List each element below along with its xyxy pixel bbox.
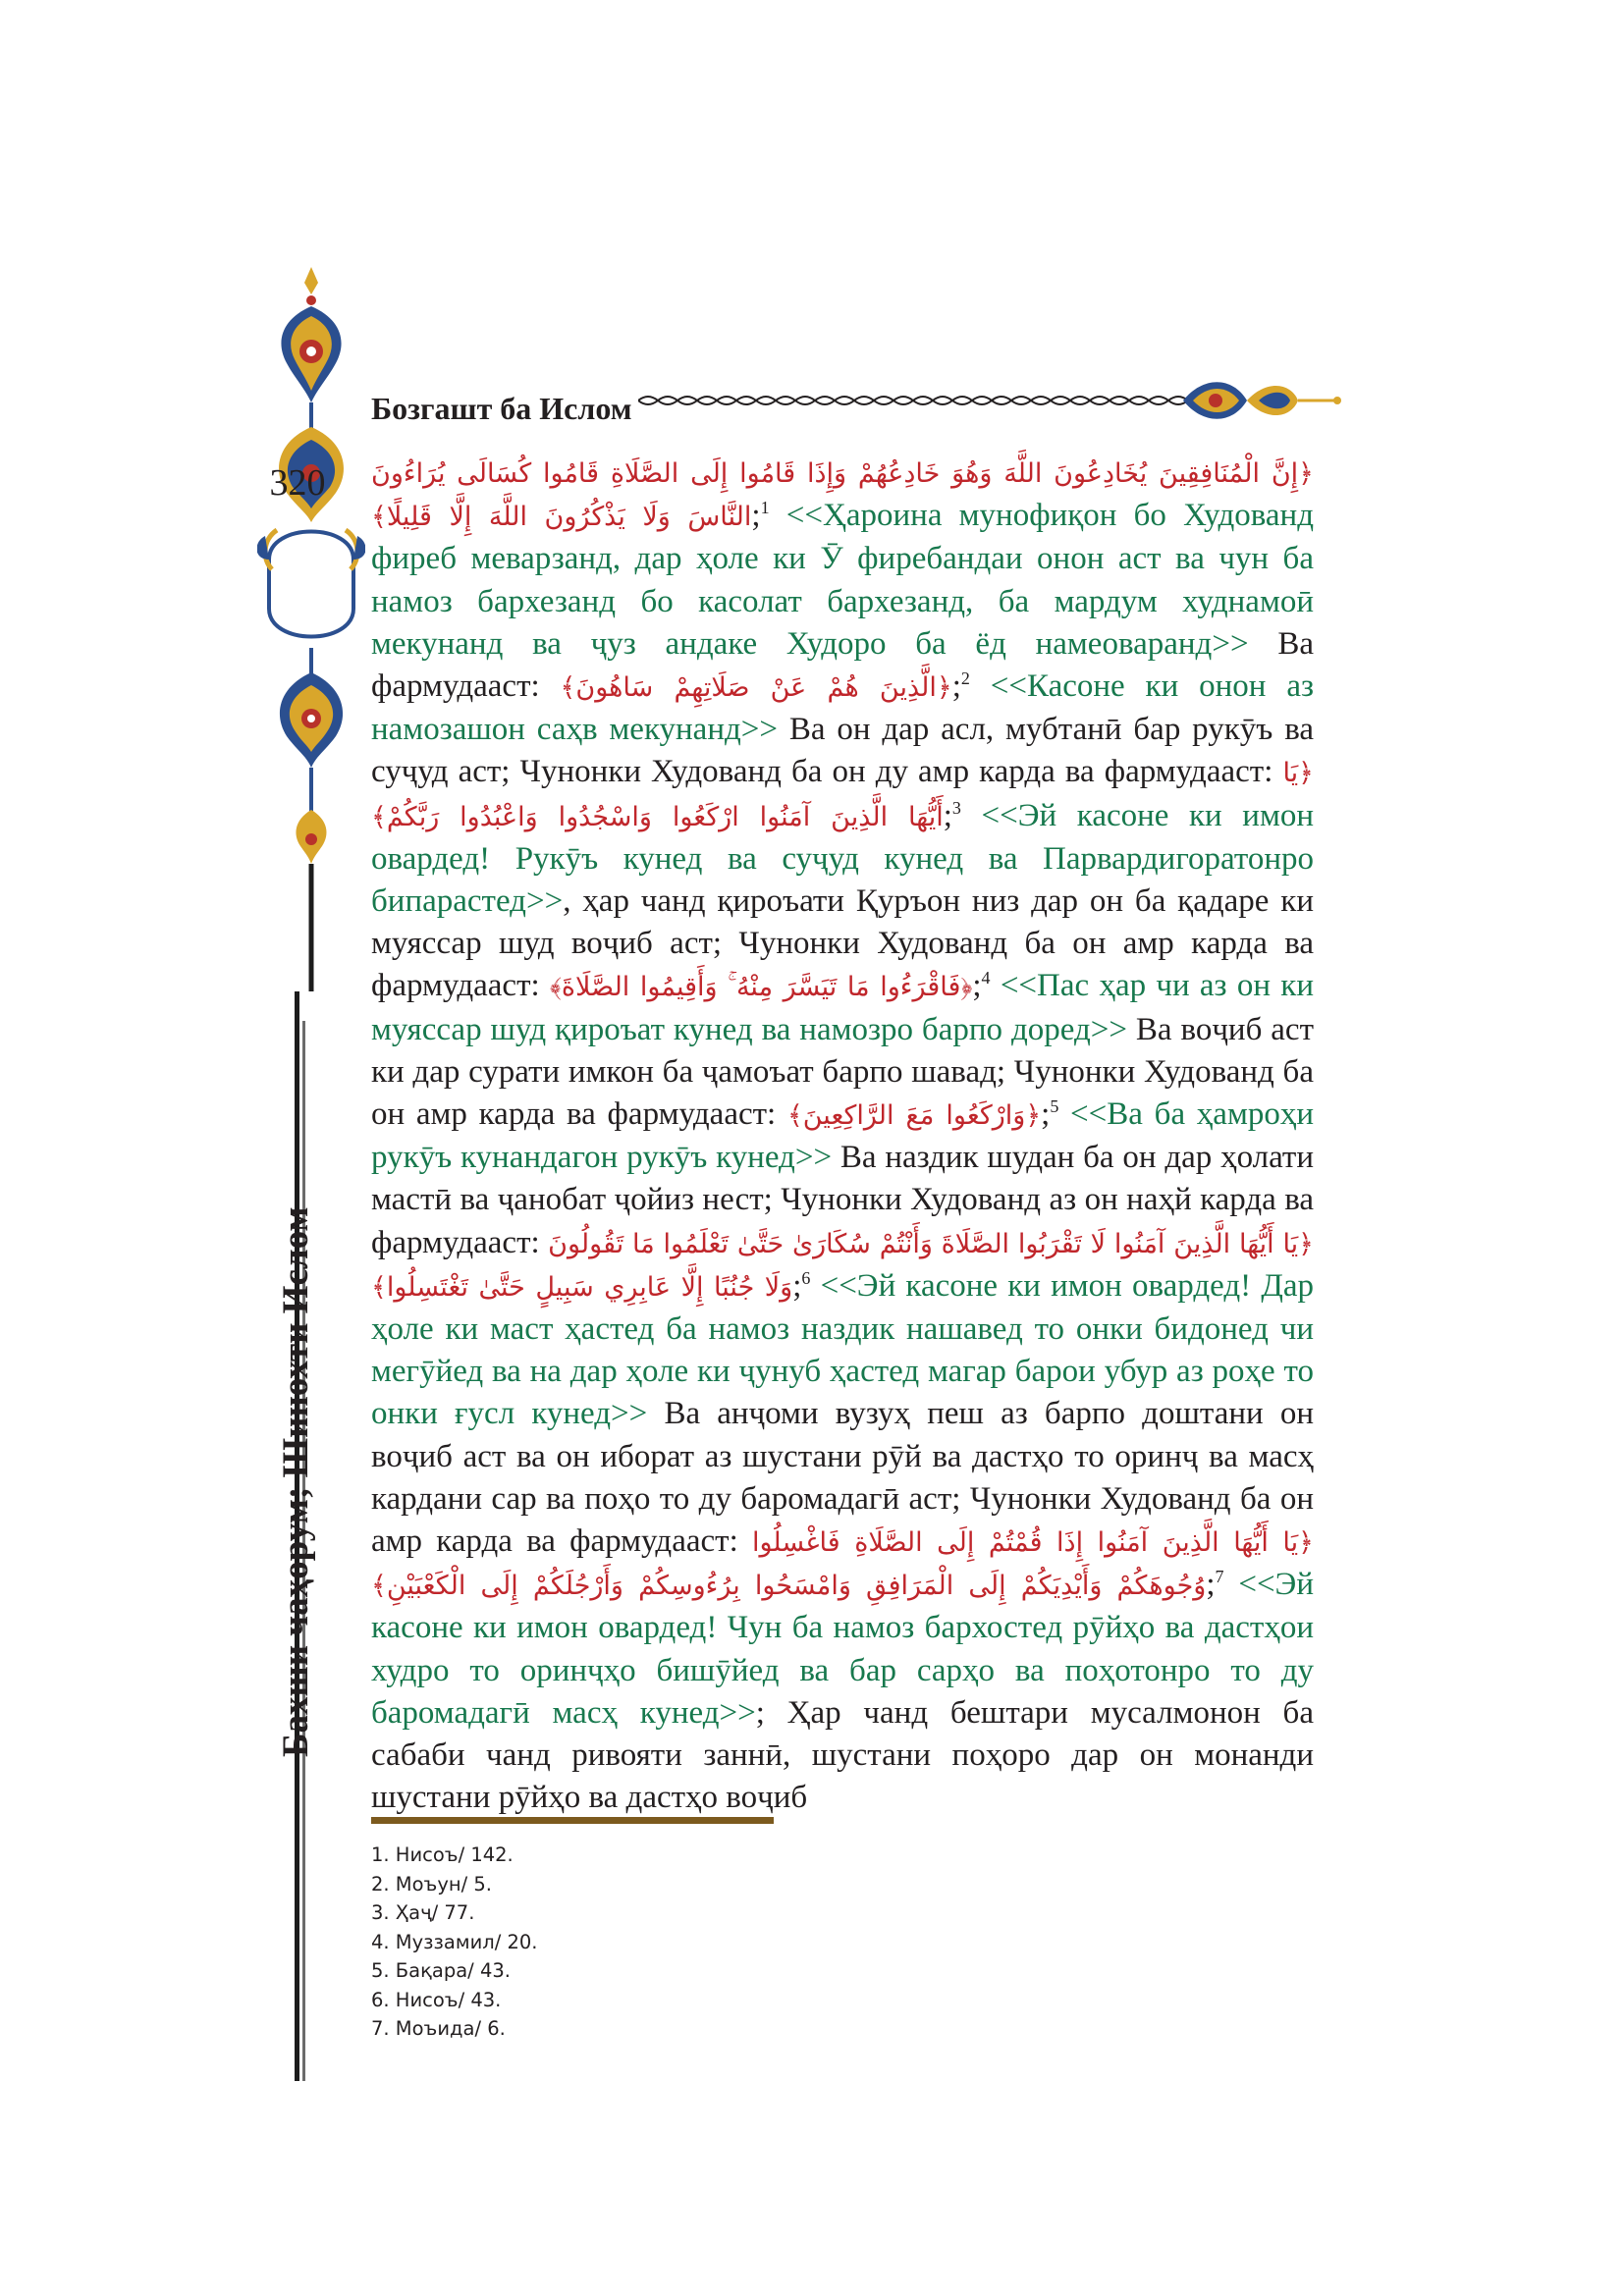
footnote: 2. Моъун/ 5. [371,1872,492,1896]
quran-verse: ﴿الَّذِينَ هُمْ عَنْ صَلَاتِهِمْ سَاهُونَ﴾ [560,672,952,704]
footnote-ref: 3 [951,797,961,818]
header-ornament-icon [638,371,1345,430]
footnotes [371,1841,537,2044]
page-number: 320 [269,462,326,504]
paragraph: ﴿إِنَّ الْمُنَافِقِينَ يُخَادِعُونَ اللَّهَ وَهُوَ خَادِعُهُمْ وَإِذَا قَامُوا إِلَى الصَّلَاةِ قَامُوا كُسَالَى يُرَاءُونَ النَّاسَ وَلَا يَذْكُرُونَ اللَّهَ إِلَّا قَلِيلًا﴾;$^1$ <<Ҳароина мунофиқон бо Худованд фиреб меварзанд, дар ҳоле ки Ӯ фиребандаи онон аст ва чун ба намоз бархезанд бо касолат бархезанд, ба мардум худнамоӣ мекунанд ва ҷуз андаке Худоро ба ёд намеоваранд>> Ва фармудааст: ﴿الَّذِينَ هُمْ عَنْ صَلَاتِهِمْ سَاهُونَ﴾;$^2$ <<Касоне ки онон аз намозашон саҳв мекунанд>> Ва он дар асл, мубтанӣ бар рукӯъ ва суҷуд аст; Чунонки Худованд ба он ду амр карда ва фармудааст: ﴿يَا أَيُّهَا الَّذِينَ آمَنُوا ارْكَعُوا وَاسْجُدُوا وَاعْبُدُوا رَبَّكُمْ﴾;$^3$ <<Эй касоне ки имон овардед! Рукӯъ кунед ва суҷуд кунед ва Парвардигоратонро бипарастед>>, ҳар чанд қироъати Қуръон низ дар он ба қадаре ки муяссар шуд воҷиб аст; Чунонки Худованд ба он амр карда ва фармудааст: ﴿فَاقْرَءُوا مَا تَيَسَّرَ مِنْهُ ۚ وَأَقِيمُوا الصَّلَاةَ﴾;$^4$ <<Пас ҳар чи аз он ки муяссар шуд қироъат кунед ва намозро барпо доред>> Ва воҷиб аст ки дар сурати имкон ба ҷамоъат барпо шавад; Чунонки Худованд ба он амр карда ва фармудааст: ﴿وَارْكَعُوا مَعَ الرَّاكِعِينَ﴾;$^5$ <<Ва ба ҳамроҳи рукӯъ кунандагон рукӯъ кунед>> Ва наздик шудан ба он дар ҳолати мастӣ ва ҷанобат ҷойиз нест; Чунонки Худованд аз он наҳй карда ва фармудааст: ﴿يَا أَيُّهَا الَّذِينَ آمَنُوا لَا تَقْرَبُوا الصَّلَاةَ وَأَنْتُمْ سُكَارَىٰ حَتَّىٰ تَعْلَمُوا مَا تَقُولُونَ وَلَا جُنُبًا إِلَّا عَابِرِي سَبِيلٍ حَتَّىٰ تَغْتَسِلُوا﴾;$^6$ <<Эй касоне ки имон овардед! Дар ҳоле ки маст ҳастед ба намоз наздик нашавед то онки бидонед чи мегӯйед ва на дар ҳоле ки ҷунуб ҳастед магар барои убур аз роҳе то онки ғусл кунед>> Ва анҷоми вузуҳ пеш аз барпо доштани он воҷиб аст ва он иборат аз шустани рӯй ва дастҳо то оринҷ ва масҳ кардани сар ва поҳо то ду баромадагӣ аст; Чунонки Худованд ба он амр карда ва фармудааст: ﴿يَا أَيُّهَا الَّذِينَ آمَنُوا إِذَا قُمْتُمْ إِلَى الصَّلَاةِ فَاغْسِلُوا وُجُوهَكُمْ وَأَيْدِيَكُمْ إِلَى الْمَرَافِقِ وَامْسَحُوا بِرُءُوسِكُمْ وَأَرْجُلَكُمْ إِلَى الْكَعْبَيْنِ﴾;$^7$ <<Эй касоне ки имон овардед! Чун ба намоз бархостед рӯйҳо ва дастҳои худро то оринҷҳо бишӯйед ва бар сарҳо ва поҳотонро то ду баромадагӣ масҳ кунед>>; Ҳар чанд бештари мусалмонон ба сабаби чанд ривояти заннӣ, шустани поҳоро дар он монанди шустани рӯйҳо ва дастҳо воҷиб [371,458,1315,1816]
footnote: 3. Ҳаҷ/ 77. [371,1901,475,1924]
quran-verse: ﴿يَا أَيُّهَا الَّذِينَ آمَنُوا لَا تَقْرَبُوا الصَّلَاةَ وَأَنْتُمْ سُكَارَىٰ حَتَّىٰ تَعْلَمُوا مَا تَقُولُونَ وَلَا جُنُبًا إِلَّا عَابِرِي سَبِيلٍ حَتَّىٰ تَغْتَسِلُوا﴾ [371,1228,1315,1303]
running-head: Бозгашт ба Ислом [371,391,632,426]
side-ornament-column [257,265,365,991]
body-sentence: , ҳар чанд қироъати Қуръон низ дар он ба қадаре ки муяссар шуд воҷиб аст; Чунонки Худованд ба он амр карда ва фармудааст: [371,883,1314,1004]
verse-translation: <<Эй касоне ки имон овардед! Дар ҳоле ки маст ҳастед ба намоз наздик нашавед то онки бидонед чи мегӯйед ва на дар ҳоле ки ҷунуб ҳастед магар барои убур аз роҳе то онки ғусл кунед>> [371,1267,1314,1432]
body-sentence: Ва наздик шудан ба он дар ҳолати мастӣ ва ҷанобат ҷойиз нест; Чунонки Худованд аз он наҳй карда ва фармудааст: [371,1140,1314,1260]
footnote: 5. Бақара/ 43. [371,1959,511,1982]
footnote: 1. Нисоъ/ 142. [371,1843,514,1866]
footnote-ref: 5 [1050,1096,1059,1117]
quran-verse: ﴿يَا أَيُّهَا الَّذِينَ آمَنُوا ارْكَعُوا وَاسْجُدُوا وَاعْبُدُوا رَبَّكُمْ﴾ [371,758,1314,832]
footnote-ref: 2 [960,668,970,689]
verse-translation: <<Пас ҳар чи аз он ки муяссар шуд қироъат кунед ва намозро барпо доред>> [371,968,1314,1047]
verse-translation: <<Эй касоне ки имон овардед! Чун ба намоз бархостед рӯйҳо ва дастҳои худро то оринҷҳо бишӯйед ва бар сарҳо ва поҳотонро то ду баромадагӣ масҳ кунед>> [371,1567,1314,1731]
body-sentence: Ва воҷиб аст ки дар сурати имкон ба ҷамоъат барпо шавад; Чунонки Худованд ба он амр карда ва фармудааст: [371,1011,1314,1133]
body-text [371,452,1314,1820]
footnote-ref: 1 [760,498,770,518]
verse-translation: <<Касоне ки онон аз намозашон саҳв мекунанд>> [371,668,1315,748]
quran-verse: ﴿فَاقْرَءُوا مَا تَيَسَّرَ مِنْهُ ۚ وَأَقِيمُوا الصَّلَاةَ﴾ [549,972,973,1003]
body-sentence: Ва анҷоми вузуҳ пеш аз барпо доштани он воҷиб аст ва он иборат аз шустани рӯй ва дастҳо то оринҷ ва масҳ кардани сар ва поҳо то ду баромадагӣ аст; Чунонки Худованд ба он амр карда ва фармудааст: [371,1396,1314,1560]
quran-verse: ﴿وَارْكَعُوا مَعَ الرَّاكِعِينَ﴾ [786,1100,1042,1132]
footnote: 6. Нисоъ/ 43. [371,1988,502,2011]
footnote: 4. Муззамил/ 20. [371,1930,538,1953]
footnote-ref: 4 [981,968,991,988]
quran-verse: ﴿يَا أَيُّهَا الَّذِينَ آمَنُوا إِذَا قُمْتُمْ إِلَى الصَّلَاةِ فَاغْسِلُوا وُجُوهَكُمْ وَأَيْدِيَكُمْ إِلَى الْمَرَافِقِ وَامْسَحُوا بِرُءُوسِكُمْ وَأَرْجُلَكُمْ إِلَى الْكَعْبَيْنِ﴾ [371,1527,1314,1602]
side-title-text: Бахши чаҳорум; Шинохти Ислом [276,1206,316,1757]
verse-translation: <<Эй касоне ки имон овардед! Рукӯъ кунед ва суҷуд кунед ва Парвардигоратонро бипарастед>> [371,797,1315,920]
verse-translation: <<Ва ба ҳамроҳи рукӯъ кунандагон рукӯъ кунед>> [371,1096,1314,1176]
footnote-ref: 6 [801,1267,811,1288]
body-sentence: Ва фармудааст: [371,625,1314,705]
body-sentence: Ва он дар асл, мубтанӣ бар рукӯъ ва суҷуд аст; Чунонки Худованд ба он ду амр карда ва фармудааст: [371,712,1314,790]
floral-ornament-icon [257,265,365,991]
footnote-rule [371,1817,774,1824]
footnote-ref: 7 [1215,1567,1224,1587]
verse-translation: <<Ҳароина мунофиқон бо Худованд фиреб меварзанд, дар ҳоле ки Ӯ фиребандаи онон аст ва чун ба намоз бархезанд бо касолат бархезанд, ба мардум худнамоӣ мекунанд ва ҷуз андаке Худоро ба ёд намеоваранд>> [371,498,1315,662]
body-sentence: ; Ҳар чанд бештари мусалмонон ба сабаби чанд ривояти заннӣ, шустани поҳоро дар он монанди шустани рӯйҳо ва дастҳо воҷиб [371,1694,1314,1816]
quran-verse: ﴿إِنَّ الْمُنَافِقِينَ يُخَادِعُونَ اللَّهَ وَهُوَ خَادِعُهُمْ وَإِذَا قَامُوا إِلَى الصَّلَاةِ قَامُوا كُسَالَى يُرَاءُونَ النَّاسَ وَلَا يَذْكُرُونَ اللَّهَ إِلَّا قَلِيلًا﴾ [371,458,1314,533]
footnote: 7. Моъида/ 6. [371,2017,506,2040]
